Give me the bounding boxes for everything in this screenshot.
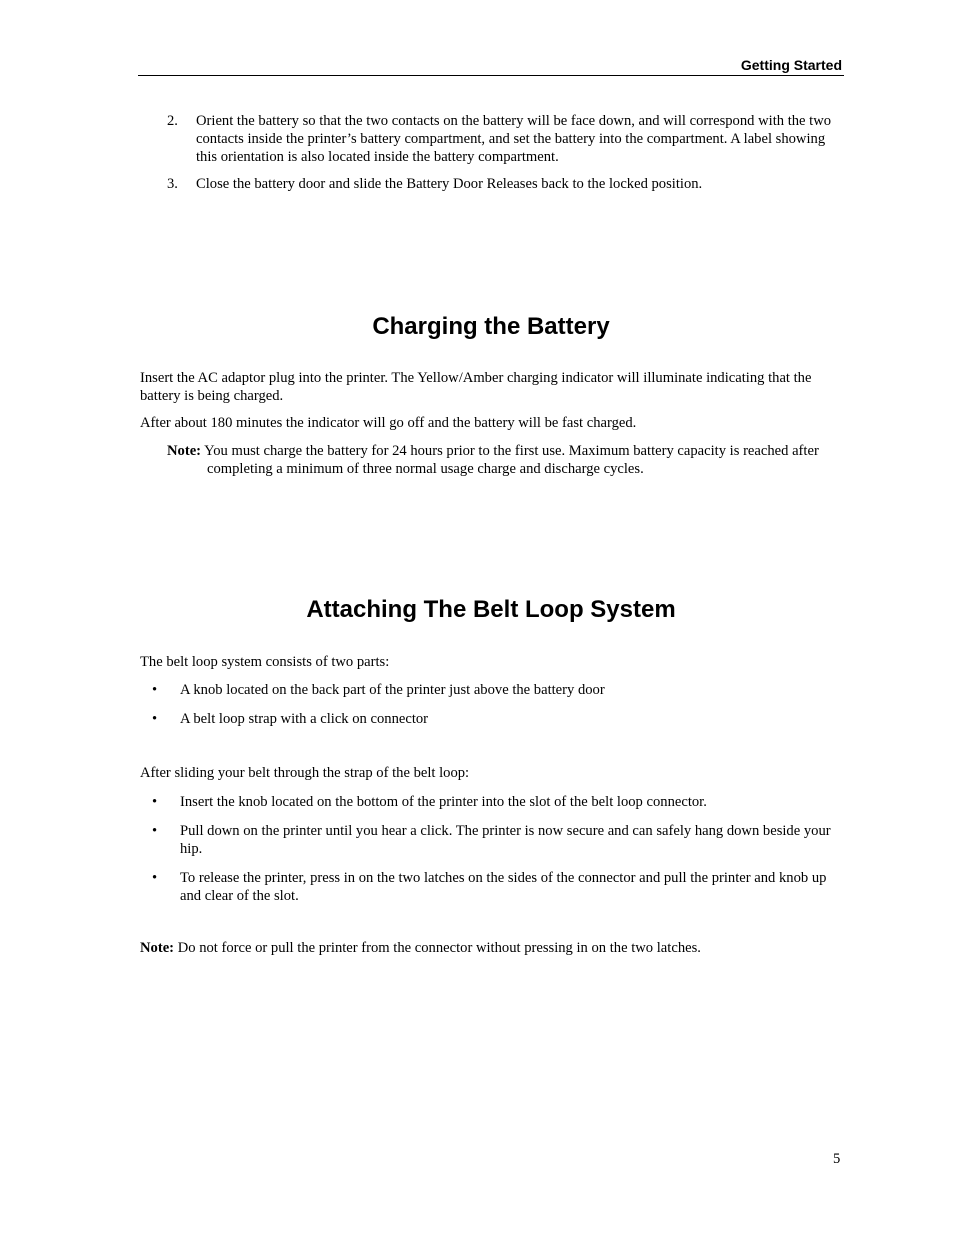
list-item [152,822,842,858]
belt-loop-steps-list [152,793,842,916]
battery-install-steps [167,112,847,202]
list-item [152,710,842,728]
list-item-text: Insert the knob located on the bottom of the printer into the slot of the belt loop connector. [180,794,707,810]
belt-loop-after-intro: After sliding your belt through the strap of the belt loop: [140,765,470,781]
charging-note [167,442,887,478]
note-label: Note: [167,443,202,459]
list-item-text: Pull down on the printer until you hear a click. The printer is now secure and can safely hang down beside your hip. [180,823,831,857]
list-item-text: A knob located on the back part of the printer just above the battery door [180,682,605,698]
charging-paragraph: After about 180 minutes the indicator will go off and the battery will be fast charged. [140,415,637,431]
belt-loop-heading: Attaching The Belt Loop System [306,596,676,623]
list-item-text: A belt loop strap with a click on connector [180,711,429,727]
note-text: Do not force or pull the printer from the connector without pressing in on the two latches. [177,940,701,956]
charging-heading: Charging the Battery [372,313,610,340]
numbered-item [167,175,847,193]
belt-loop-intro: The belt loop system consists of two parts: [140,654,390,670]
numbered-item [167,112,847,166]
note-label: Note: [140,940,175,956]
list-item [152,869,842,905]
belt-loop-note [140,939,840,957]
item-number: 2. [167,113,178,129]
bullet-icon: • [152,711,158,727]
item-number: 3. [167,176,178,192]
charging-paragraph: Insert the AC adaptor plug into the printer. The Yellow/Amber charging indicator will illuminate indicating that the battery is being charged. [140,370,812,404]
bullet-icon: • [152,823,158,839]
list-item-text: To release the printer, press in on the two latches on the sides of the connector and pull the printer and knob up and clear of the slot. [180,870,827,904]
bullet-icon: • [152,870,158,886]
note-text: You must charge the battery for 24 hours prior to the first use. Maximum battery capacity is reached after completing a minimum of three normal usage charge and discharge cycles. [204,443,819,477]
item-text: Close the battery door and slide the Battery Door Releases back to the locked position. [196,176,703,192]
page-header [138,55,844,76]
list-item [152,793,842,811]
header-title: Getting Started [740,57,842,73]
belt-loop-parts-list [152,681,842,739]
item-text: Orient the battery so that the two contacts on the battery will be face down, and will correspond with the two contacts inside the printer’s battery compartment, and set the battery into the compartment. A label showing this orientation is also located inside the battery compartment. [196,113,832,165]
bullet-icon: • [152,794,158,810]
bullet-icon: • [152,682,158,698]
list-item [152,681,842,699]
page-number: 5 [833,1151,841,1167]
